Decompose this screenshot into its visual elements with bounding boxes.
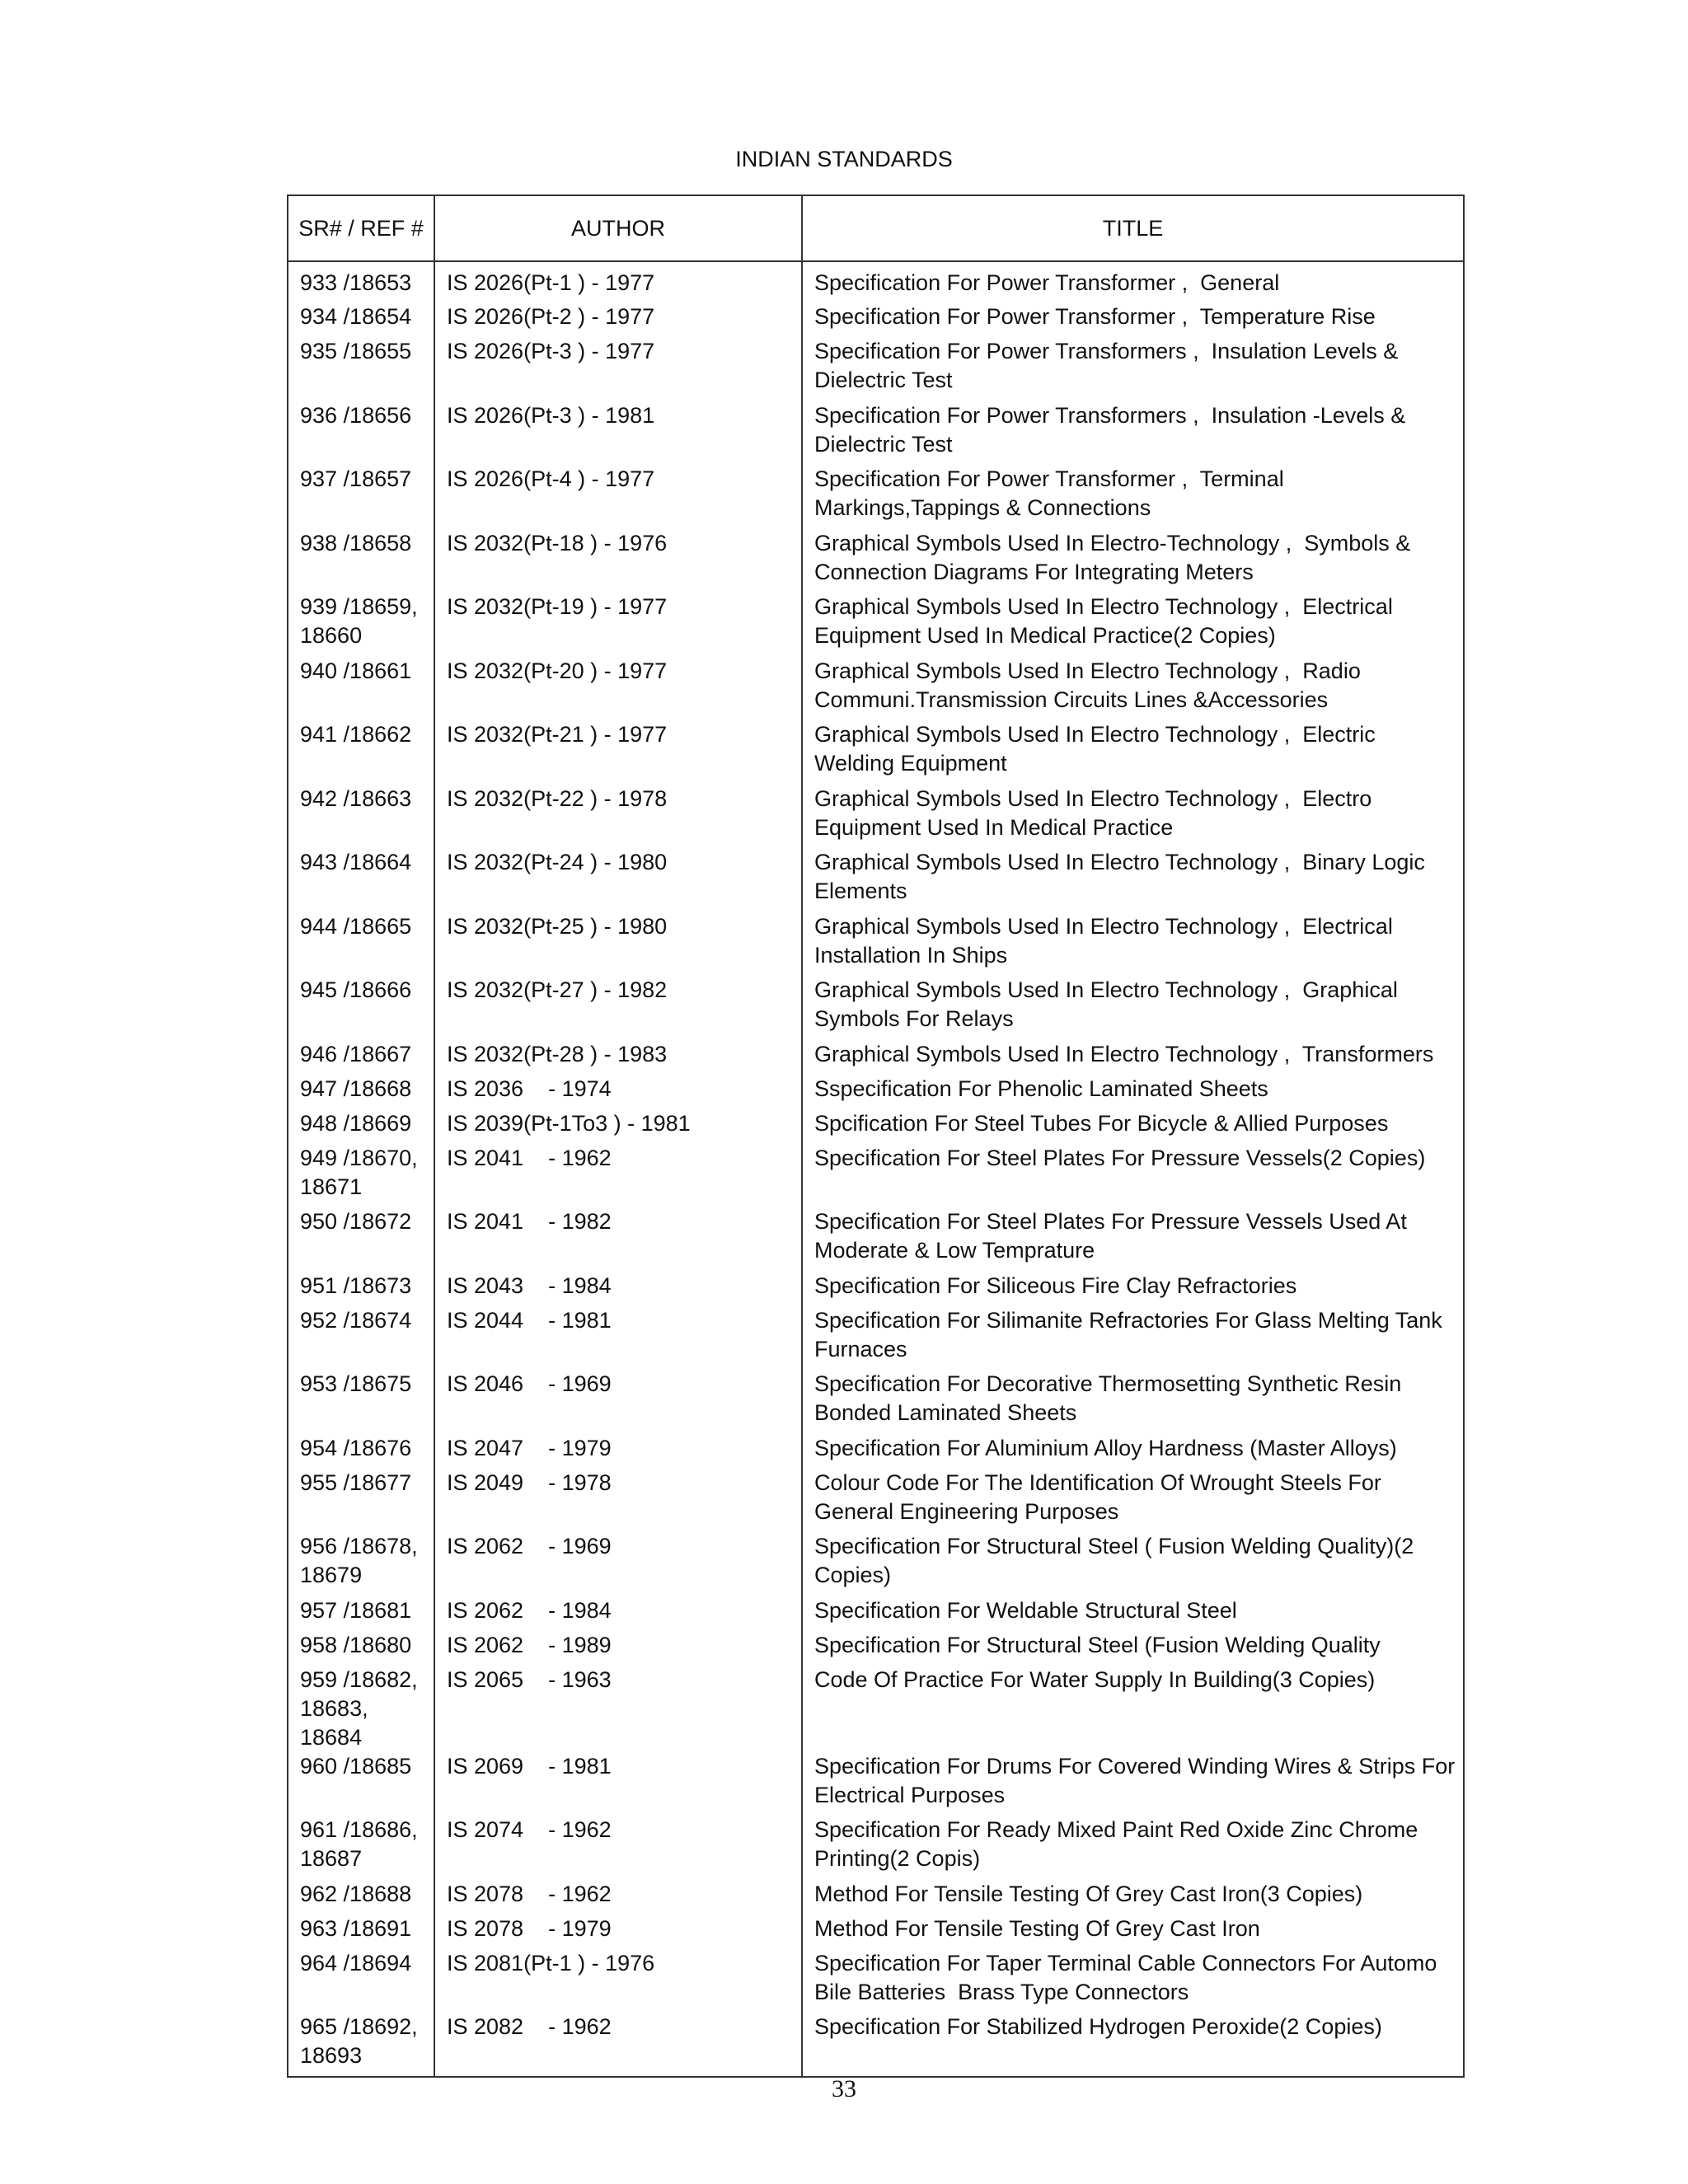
sr-ref-cell [288, 1915, 434, 1949]
author-cell-text: IS 2041 - 1982 [447, 1209, 612, 1234]
sr-ref-cell-text: 938 /18658 [300, 530, 412, 555]
sr-ref-cell [288, 1596, 434, 1631]
author-cell [434, 401, 802, 466]
title-cell-text: Specification For Decorative Thermosetting Synthetic Resin Bonded Laminated Sheets [814, 1371, 1408, 1425]
author-cell [434, 1040, 802, 1075]
sr-ref-cell-text: 959 /18682, 18683, 18684 [300, 1666, 424, 1750]
author-cell [434, 1207, 802, 1272]
sr-ref-cell-text: 955 /18677 [300, 1469, 412, 1495]
title-cell [802, 912, 1464, 977]
author-cell-text: IS 2026(Pt-1 ) - 1977 [447, 270, 655, 295]
table-row [288, 1469, 1464, 1533]
author-cell [434, 1915, 802, 1949]
sr-ref-cell [288, 976, 434, 1040]
author-cell [434, 848, 802, 912]
title-cell-text: Spcification For Steel Tubes For Bicycle & Allied Purposes [814, 1110, 1389, 1136]
sr-ref-cell [288, 848, 434, 912]
title-cell [802, 1207, 1464, 1272]
sr-ref-cell-text: 942 /18663 [300, 785, 412, 811]
sr-ref-cell [288, 261, 434, 302]
author-cell [434, 1880, 802, 1915]
sr-ref-cell [288, 1666, 434, 1752]
author-cell [434, 1109, 802, 1144]
title-cell [802, 1631, 1464, 1666]
author-cell-text: IS 2043 - 1984 [447, 1272, 612, 1298]
author-cell-text: IS 2032(Pt-20 ) - 1977 [447, 658, 668, 683]
sr-ref-cell-text: 950 /18672 [300, 1209, 412, 1234]
sr-ref-cell-text: 963 /18691 [300, 1915, 412, 1941]
table-row [288, 912, 1464, 977]
title-cell-text: Specification For Power Transformers , Insulation Levels & Dielectric Test [814, 339, 1404, 392]
title-cell [802, 1752, 1464, 1816]
table-row [288, 337, 1464, 401]
author-cell-text: IS 2041 - 1962 [447, 1145, 612, 1170]
author-cell [434, 1532, 802, 1596]
author-cell [434, 337, 802, 401]
sr-ref-cell-text: 961 /18686, 18687 [300, 1817, 424, 1871]
author-cell-text: IS 2026(Pt-3 ) - 1977 [447, 339, 655, 363]
title-cell-text: Sspecification For Phenolic Laminated Sheets [814, 1076, 1268, 1101]
table-row [288, 657, 1464, 721]
title-cell-text: Colour Code For The Identification Of Wrought Steels For General Engineering Purposes [814, 1469, 1388, 1524]
author-cell-text: IS 2044 - 1981 [447, 1307, 612, 1333]
title-cell [802, 1880, 1464, 1915]
sr-ref-cell-text: 951 /18673 [300, 1272, 412, 1298]
sr-ref-cell [288, 1109, 434, 1144]
sr-ref-cell-text: 943 /18664 [300, 850, 412, 874]
table-row [288, 1434, 1464, 1469]
title-cell [802, 976, 1464, 1040]
title-cell [802, 657, 1464, 721]
table-row [288, 261, 1464, 302]
title-cell [802, 1816, 1464, 1880]
title-cell [802, 465, 1464, 529]
title-cell [802, 1596, 1464, 1631]
title-cell-text: Graphical Symbols Used In Electro Technology , Radio Communi.Transmission Circuits Lines &Accessories [814, 658, 1367, 712]
title-cell [802, 1434, 1464, 1469]
author-cell-text: IS 2032(Pt-19 ) - 1977 [447, 594, 668, 619]
author-cell [434, 465, 802, 529]
title-cell [802, 1272, 1464, 1306]
title-cell [802, 1075, 1464, 1109]
table-row [288, 976, 1464, 1040]
author-cell [434, 1469, 802, 1533]
page-number: 33 [832, 2075, 856, 2102]
title-cell-text: Specification For Power Transformers , Insulation -Levels & Dielectric Test [814, 402, 1412, 457]
table-row [288, 1596, 1464, 1631]
sr-ref-cell [288, 2013, 434, 2077]
title-cell-text: Specification For Drums For Covered Winding Wires & Strips For Electrical Purposes [814, 1753, 1461, 1807]
sr-ref-cell-text: 965 /18692, 18693 [300, 2014, 424, 2068]
table-row [288, 1370, 1464, 1434]
title-cell [802, 848, 1464, 912]
title-cell [802, 593, 1464, 657]
sr-ref-cell [288, 529, 434, 593]
title-cell-text: Graphical Symbols Used In Electro Technology , Binary Logic Elements [814, 850, 1432, 903]
sr-ref-cell [288, 1816, 434, 1880]
author-cell-text: IS 2062 - 1989 [447, 1632, 612, 1657]
sr-ref-cell [288, 720, 434, 785]
author-cell-text: IS 2026(Pt-3 ) - 1981 [447, 402, 655, 428]
author-cell [434, 1075, 802, 1109]
sr-ref-cell [288, 302, 434, 337]
title-cell-text: Graphical Symbols Used In Electro-Technology , Symbols & Connection Diagrams For Integrating Meters [814, 530, 1417, 584]
sr-ref-cell [288, 1469, 434, 1533]
title-cell [802, 529, 1464, 593]
author-cell-text: IS 2078 - 1962 [447, 1881, 612, 1906]
title-cell-text: Specification For Power Transformer , Terminal Markings,Tappings & Connections [814, 466, 1291, 520]
table-row [288, 1109, 1464, 1144]
author-cell [434, 261, 802, 302]
sr-ref-cell-text: 947 /18668 [300, 1076, 412, 1101]
table-row [288, 720, 1464, 785]
sr-ref-cell-text: 933 /18653 [300, 270, 412, 295]
author-cell-text: IS 2036 - 1974 [447, 1076, 612, 1101]
table-row [288, 848, 1464, 912]
title-cell-text: Method For Tensile Testing Of Grey Cast Iron(3 Copies) [814, 1881, 1363, 1906]
table-row [288, 1207, 1464, 1272]
title-cell-text: Graphical Symbols Used In Electro Technology , Transformers [814, 1041, 1434, 1066]
author-cell-text: IS 2062 - 1984 [447, 1597, 612, 1623]
author-cell-text: IS 2081(Pt-1 ) - 1976 [447, 1950, 655, 1975]
sr-ref-cell-text: 941 /18662 [300, 722, 412, 747]
sr-ref-cell-text: 936 /18656 [300, 402, 412, 428]
sr-ref-cell-text: 937 /18657 [300, 466, 412, 491]
table-row [288, 1752, 1464, 1816]
sr-ref-cell [288, 1532, 434, 1596]
title-cell [802, 337, 1464, 401]
title-cell-text: Specification For Siliceous Fire Clay Refractories [814, 1272, 1297, 1298]
author-cell-text: IS 2082 - 1962 [447, 2014, 612, 2039]
sr-ref-cell-text: 953 /18675 [300, 1371, 412, 1396]
title-cell-text: Graphical Symbols Used In Electro Technology , Electrical Installation In Ships [814, 913, 1400, 968]
title-cell [802, 1370, 1464, 1434]
page-title: INDIAN STANDARDS [735, 147, 953, 171]
sr-ref-cell [288, 465, 434, 529]
title-cell-text: Graphical Symbols Used In Electro Technology , Graphical Symbols For Relays [814, 977, 1404, 1031]
title-cell-text: Specification For Structural Steel (Fusion Welding Quality [814, 1632, 1381, 1657]
table-row [288, 1631, 1464, 1666]
author-cell-text: IS 2026(Pt-4 ) - 1977 [447, 466, 655, 491]
title-cell-text: Graphical Symbols Used In Electro Technology , Electrical Equipment Used In Medical Practice(2 Copies) [814, 594, 1400, 648]
author-cell [434, 1949, 802, 2013]
title-cell [802, 720, 1464, 785]
sr-ref-cell [288, 1631, 434, 1666]
table-row [288, 2013, 1464, 2077]
sr-ref-cell [288, 593, 434, 657]
table-row [288, 1306, 1464, 1371]
author-cell-text: IS 2032(Pt-21 ) - 1977 [447, 722, 668, 747]
author-cell-text: IS 2032(Pt-22 ) - 1978 [447, 785, 668, 811]
author-cell [434, 1631, 802, 1666]
table-header-row [288, 195, 1464, 261]
sr-ref-cell-text: 954 /18676 [300, 1435, 412, 1460]
title-cell-text: Specification For Steel Plates For Pressure Vessels(2 Copies) [814, 1145, 1426, 1170]
author-cell-text: IS 2046 - 1969 [447, 1371, 612, 1396]
title-cell [802, 1915, 1464, 1949]
sr-ref-cell [288, 657, 434, 721]
sr-ref-cell [288, 1370, 434, 1434]
table-row [288, 529, 1464, 593]
author-cell-text: IS 2047 - 1979 [447, 1435, 612, 1460]
sr-ref-cell [288, 1207, 434, 1272]
author-cell [434, 1370, 802, 1434]
author-cell [434, 1272, 802, 1306]
author-cell [434, 785, 802, 849]
header-sr-ref: SR# / REF # [288, 195, 434, 261]
table-row [288, 1272, 1464, 1306]
author-cell [434, 302, 802, 337]
standards-table [287, 194, 1465, 2078]
author-cell [434, 1306, 802, 1371]
title-cell [802, 1306, 1464, 1371]
sr-ref-cell [288, 1949, 434, 2013]
title-cell [802, 1144, 1464, 1208]
table-body [288, 261, 1464, 2077]
title-cell [802, 1949, 1464, 2013]
table-row [288, 1144, 1464, 1208]
title-cell-text: Specification For Power Transformer , General [814, 270, 1280, 295]
author-cell [434, 720, 802, 785]
author-cell-text: IS 2062 - 1969 [447, 1534, 612, 1558]
title-cell [802, 1109, 1464, 1144]
title-cell [802, 261, 1464, 302]
author-cell [434, 529, 802, 593]
author-cell-text: IS 2032(Pt-24 ) - 1980 [447, 850, 668, 874]
title-cell-text: Specification For Steel Plates For Pressure Vessels Used At Moderate & Low Temprature [814, 1209, 1414, 1263]
title-cell [802, 401, 1464, 466]
author-cell-text: IS 2074 - 1962 [447, 1817, 612, 1842]
author-cell-text: IS 2032(Pt-25 ) - 1980 [447, 913, 668, 939]
title-cell-text: Method For Tensile Testing Of Grey Cast Iron [814, 1915, 1260, 1941]
title-cell-text: Specification For Weldable Structural Steel [814, 1597, 1237, 1623]
author-cell [434, 1666, 802, 1752]
sr-ref-cell-text: 939 /18659, 18660 [300, 594, 424, 648]
author-cell [434, 1752, 802, 1816]
author-cell [434, 912, 802, 977]
title-cell [802, 302, 1464, 337]
title-cell-text: Specification For Structural Steel ( Fusion Welding Quality)(2 Copies) [814, 1534, 1420, 1587]
author-cell-text: IS 2049 - 1978 [447, 1469, 612, 1495]
author-cell-text: IS 2032(Pt-18 ) - 1976 [447, 530, 668, 555]
title-cell-text: Specification For Aluminium Alloy Hardness (Master Alloys) [814, 1435, 1397, 1460]
title-cell-text: Specification For Stabilized Hydrogen Peroxide(2 Copies) [814, 2014, 1382, 2039]
sr-ref-cell [288, 1144, 434, 1208]
sr-ref-cell [288, 1040, 434, 1075]
table-row [288, 1880, 1464, 1915]
sr-ref-cell [288, 337, 434, 401]
author-cell [434, 1434, 802, 1469]
title-cell-text: Specification For Silimanite Refractories For Glass Melting Tank Furnaces [814, 1307, 1449, 1361]
author-cell [434, 1596, 802, 1631]
sr-ref-cell-text: 952 /18674 [300, 1307, 412, 1333]
sr-ref-cell-text: 957 /18681 [300, 1597, 412, 1623]
table-row [288, 1816, 1464, 1880]
table-row [288, 1075, 1464, 1109]
author-cell [434, 2013, 802, 2077]
sr-ref-cell-text: 935 /18655 [300, 339, 412, 363]
sr-ref-cell-text: 946 /18667 [300, 1041, 412, 1066]
sr-ref-cell [288, 1272, 434, 1306]
table-row [288, 1532, 1464, 1596]
sr-ref-cell [288, 912, 434, 977]
title-cell [802, 1532, 1464, 1596]
sr-ref-cell-text: 958 /18680 [300, 1632, 412, 1657]
author-cell-text: IS 2078 - 1979 [447, 1915, 612, 1941]
header-author: AUTHOR [434, 195, 802, 261]
sr-ref-cell [288, 1306, 434, 1371]
author-cell [434, 593, 802, 657]
table-row [288, 465, 1464, 529]
author-cell-text: IS 2026(Pt-2 ) - 1977 [447, 304, 655, 329]
title-cell-text: Specification For Power Transformer , Temperature Rise [814, 304, 1376, 329]
author-cell-text: IS 2039(Pt-1To3 ) - 1981 [447, 1110, 691, 1136]
sr-ref-cell-text: 948 /18669 [300, 1110, 412, 1136]
sr-ref-cell [288, 785, 434, 849]
sr-ref-cell-text: 949 /18670, 18671 [300, 1145, 424, 1199]
title-cell [802, 1040, 1464, 1075]
sr-ref-cell [288, 1752, 434, 1816]
sr-ref-cell [288, 1075, 434, 1109]
table-header [288, 195, 1464, 261]
sr-ref-cell [288, 1880, 434, 1915]
table-row [288, 785, 1464, 849]
sr-ref-cell-text: 964 /18694 [300, 1950, 412, 1975]
sr-ref-cell-text: 962 /18688 [300, 1881, 412, 1906]
title-cell [802, 2013, 1464, 2077]
table-row [288, 1666, 1464, 1752]
title-cell-text: Specification For Ready Mixed Paint Red Oxide Zinc Chrome Printing(2 Copis) [814, 1817, 1424, 1871]
table-row [288, 1040, 1464, 1075]
sr-ref-cell-text: 940 /18661 [300, 658, 412, 683]
title-cell [802, 1666, 1464, 1752]
sr-ref-cell-text: 956 /18678, 18679 [300, 1534, 424, 1587]
sr-ref-cell-text: 960 /18685 [300, 1753, 412, 1779]
author-cell [434, 1816, 802, 1880]
author-cell-text: IS 2032(Pt-28 ) - 1983 [447, 1041, 668, 1066]
sr-ref-cell [288, 401, 434, 466]
table-row [288, 593, 1464, 657]
title-cell-text: Specification For Taper Terminal Cable Connectors For Automo Bile Batteries Brass Type Connectors [814, 1950, 1443, 2004]
title-cell-text: Graphical Symbols Used In Electro Technology , Electric Welding Equipment [814, 722, 1382, 776]
title-cell-text: Graphical Symbols Used In Electro Technology , Electro Equipment Used In Medical Practice [814, 785, 1378, 840]
table-row [288, 302, 1464, 337]
title-cell [802, 1469, 1464, 1533]
table-row [288, 1949, 1464, 2013]
title-cell-text: Code Of Practice For Water Supply In Building(3 Copies) [814, 1666, 1376, 1692]
author-cell-text: IS 2069 - 1981 [447, 1753, 612, 1779]
author-cell [434, 1144, 802, 1208]
table-row [288, 1915, 1464, 1949]
sr-ref-cell [288, 1434, 434, 1469]
header-title: TITLE [802, 195, 1464, 261]
sr-ref-cell-text: 945 /18666 [300, 977, 412, 1002]
sr-ref-cell-text: 944 /18665 [300, 913, 412, 939]
title-cell [802, 785, 1464, 849]
table-row [288, 401, 1464, 466]
author-cell-text: IS 2065 - 1963 [447, 1666, 612, 1692]
sr-ref-cell-text: 934 /18654 [300, 304, 412, 329]
author-cell-text: IS 2032(Pt-27 ) - 1982 [447, 977, 668, 1002]
author-cell [434, 976, 802, 1040]
author-cell [434, 657, 802, 721]
